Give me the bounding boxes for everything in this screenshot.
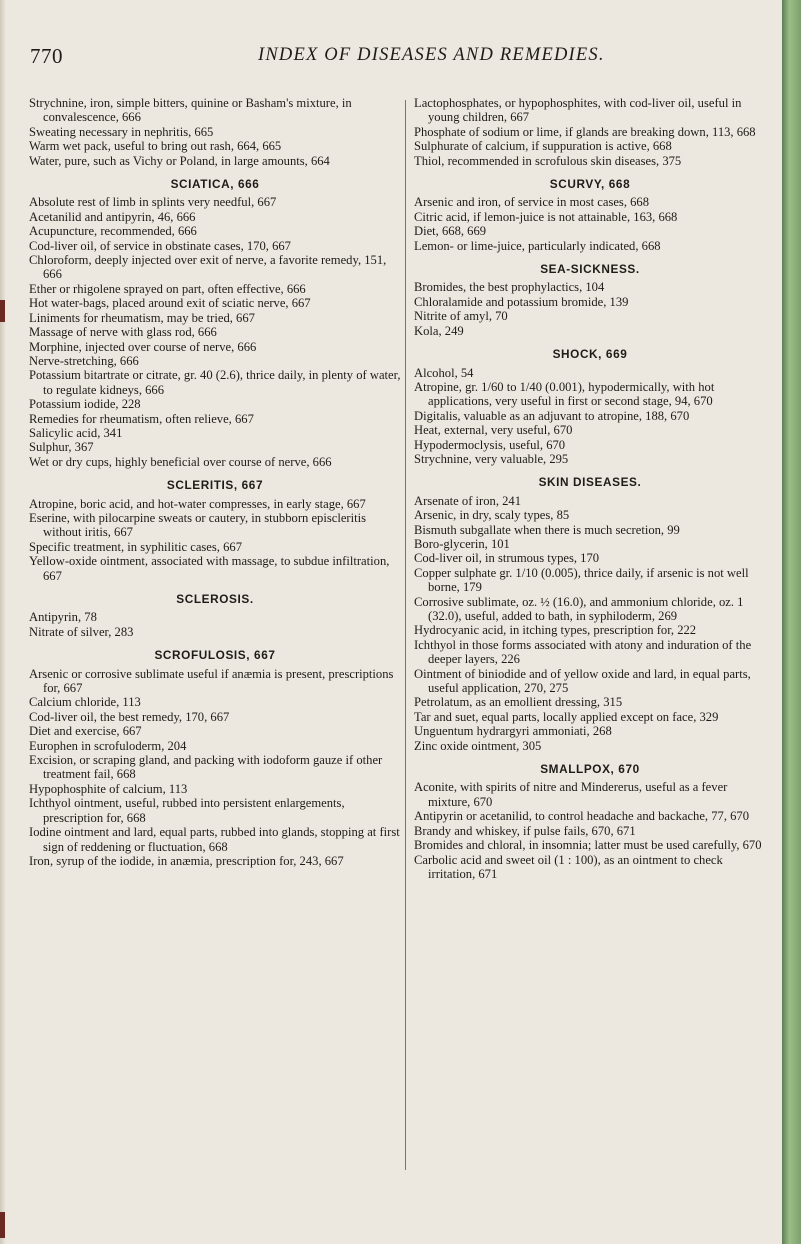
index-entry: Kola, 249 xyxy=(414,323,464,338)
index-entry: Corrosive sublimate, oz. ½ (16.0), and ammonium chloride, oz. 1 (32.0), useful, added to bath, in syphiloderm, 269 xyxy=(414,594,744,623)
index-entry: Atropine, boric acid, and hot-water compresses, in early stage, 667 xyxy=(29,496,366,511)
index-entry: Aconite, with spirits of nitre and Mindererus, useful as a fever mixture, 670 xyxy=(414,780,728,809)
index-entry: Carbolic acid and sweet oil (1 : 100), as an ointment to check irritation, 671 xyxy=(414,852,723,881)
index-entry: Lemon- or lime-juice, particularly indicated, 668 xyxy=(414,238,661,253)
column-divider xyxy=(405,100,406,1170)
section-heading: SCIATICA, 666 xyxy=(170,177,260,192)
index-entry: Lactophosphates, or hypophosphites, with cod-liver oil, useful in young children, 667 xyxy=(414,96,742,125)
index-entry: Ichthyol ointment, useful, rubbed into persistent enlargements, prescription for, 668 xyxy=(29,796,345,825)
index-entry: Massage of nerve with glass rod, 666 xyxy=(29,325,217,340)
section-heading: SKIN DISEASES. xyxy=(538,475,642,490)
index-entry: Sweating necessary in nephritis, 665 xyxy=(29,124,214,139)
section-heading: SEA-SICKNESS. xyxy=(540,262,640,277)
binding-mark xyxy=(0,300,5,322)
index-entry: Specific treatment, in syphilitic cases, 667 xyxy=(29,539,242,554)
index-entry: Arsenate of iron, 241 xyxy=(414,493,522,508)
index-entry: Digitalis, valuable as an adjuvant to atropine, 188, 670 xyxy=(414,408,690,423)
index-entry: Morphine, injected over course of nerve, 666 xyxy=(29,339,257,354)
index-entry: Chloralamide and potassium bromide, 139 xyxy=(414,294,629,309)
index-entry: Cod-liver oil, of service in obstinate cases, 170, 667 xyxy=(29,238,291,253)
index-entry: Wet or dry cups, highly beneficial over course of nerve, 666 xyxy=(29,454,332,469)
index-entry: Sulphurate of calcium, if suppuration is active, 668 xyxy=(414,139,672,154)
index-entry: Remedies for rheumatism, often relieve, 667 xyxy=(29,411,254,426)
index-entry: Ether or rhigolene sprayed on part, often effective, 666 xyxy=(29,281,306,296)
index-entry: Cod-liver oil, the best remedy, 170, 667 xyxy=(29,709,230,724)
index-column-left xyxy=(29,96,401,868)
page-header xyxy=(30,44,770,74)
index-entry: Bromides, the best prophylactics, 104 xyxy=(414,280,605,295)
index-entry: Iron, syrup of the iodide, in anæmia, prescription for, 243, 667 xyxy=(29,853,344,868)
index-entry: Antipyrin or acetanilid, to control headache and backache, 77, 670 xyxy=(414,809,750,824)
index-entry: Water, pure, such as Vichy or Poland, in large amounts, 664 xyxy=(29,153,330,168)
index-entry: Absolute rest of limb in splints very needful, 667 xyxy=(29,195,277,210)
page-edge-background xyxy=(782,0,801,1244)
index-entry: Potassium iodide, 228 xyxy=(29,397,141,412)
index-entry: Calcium chloride, 113 xyxy=(29,695,141,710)
index-entry: Nitrate of silver, 283 xyxy=(29,624,134,639)
index-entry: Diet, 668, 669 xyxy=(414,224,487,239)
index-entry: Heat, external, very useful, 670 xyxy=(414,423,573,438)
index-entry: Copper sulphate gr. 1/10 (0.005), thrice daily, if arsenic is not well borne, 179 xyxy=(414,565,749,595)
section-heading: SMALLPOX, 670 xyxy=(540,762,640,777)
index-entry: Europhen in scrofuloderm, 204 xyxy=(29,738,187,753)
index-entry: Potassium bitartrate or citrate, gr. 40 (2.6), thrice daily, in plenty of water, to regulate kidneys, 666 xyxy=(29,368,401,397)
index-entry: Tar and suet, equal parts, locally applied except on face, 329 xyxy=(414,709,719,724)
index-entry: Zinc oxide ointment, 305 xyxy=(414,738,542,753)
index-entry: Strychnine, very valuable, 295 xyxy=(414,451,569,466)
index-entry: Excision, or scraping gland, and packing with iodoform gauze if other treatment fail, 668 xyxy=(29,753,383,782)
index-entry: Hypophosphite of calcium, 113 xyxy=(29,781,188,796)
index-entry: Warm wet pack, useful to bring out rash, 664, 665 xyxy=(29,139,282,154)
index-entry: Boro-glycerin, 101 xyxy=(414,536,510,551)
page-number: 770 xyxy=(30,44,63,68)
index-entry: Hypodermoclysis, useful, 670 xyxy=(414,437,566,452)
section-heading: SCROFULOSIS, 667 xyxy=(154,648,276,663)
index-entry: Cod-liver oil, in strumous types, 170 xyxy=(414,551,600,566)
index-entry: Hot water-bags, placed around exit of sciatic nerve, 667 xyxy=(29,296,311,311)
index-entry: Hydrocyanic acid, in itching types, prescription for, 222 xyxy=(414,623,697,638)
index-entry: Strychnine, iron, simple bitters, quinine or Basham's mixture, in convalescence, 666 xyxy=(29,96,352,125)
index-entry: Bromides and chloral, in insomnia; latter must be used carefully, 670 xyxy=(414,838,762,853)
index-entry: Sulphur, 367 xyxy=(29,440,94,455)
index-entry: Eserine, with pilocarpine sweats or cautery, in stubborn episcleritis without iritis, 667 xyxy=(29,510,367,540)
index-entry: Nerve-stretching, 666 xyxy=(29,353,139,368)
index-entry: Yellow-oxide ointment, associated with massage, to subdue infiltration, 667 xyxy=(29,554,390,583)
section-heading: SCURVY, 668 xyxy=(549,177,631,192)
index-entry: Brandy and whiskey, if pulse fails, 670, 671 xyxy=(414,823,636,838)
index-entry: Bismuth subgallate when there is much secretion, 99 xyxy=(414,522,680,537)
index-entry: Alcohol, 54 xyxy=(414,365,474,380)
index-entry: Nitrite of amyl, 70 xyxy=(414,309,508,324)
section-heading: SHOCK, 669 xyxy=(552,347,628,362)
index-entry: Iodine ointment and lard, equal parts, rubbed into glands, stopping at first sign of reddening or fluctuation, 668 xyxy=(29,825,400,854)
index-entry: Chloroform, deeply injected over exit of nerve, a favorite remedy, 151, 666 xyxy=(29,253,387,282)
index-entry: Liniments for rheumatism, may be tried, 667 xyxy=(29,310,255,325)
index-entry: Phosphate of sodium or lime, if glands are breaking down, 113, 668 xyxy=(414,124,756,139)
index-entry: Petrolatum, as an emollient dressing, 315 xyxy=(414,695,623,710)
index-entry: Atropine, gr. 1/60 to 1/40 (0.001), hypodermically, with hot applications, very useful in first or second stage, 94, 670 xyxy=(414,379,715,409)
index-entry: Acetanilid and antipyrin, 46, 666 xyxy=(29,209,196,224)
index-entry: Arsenic or corrosive sublimate useful if anæmia is present, prescriptions for, 667 xyxy=(29,666,394,696)
index-entry: Acupuncture, recommended, 666 xyxy=(29,224,197,239)
index-entry: Diet and exercise, 667 xyxy=(29,724,142,739)
index-entry: Thiol, recommended in scrofulous skin diseases, 375 xyxy=(414,153,682,168)
section-heading: SCLERITIS, 667 xyxy=(166,478,264,493)
binding-mark xyxy=(0,1212,5,1238)
index-entry: Citric acid, if lemon-juice is not attainable, 163, 668 xyxy=(414,209,678,224)
index-entry: Antipyrin, 78 xyxy=(29,610,97,625)
running-title: INDEX OF DISEASES AND REMEDIES. xyxy=(258,45,605,65)
index-entry: Salicylic acid, 341 xyxy=(29,425,123,440)
index-entry: Ointment of biniodide and of yellow oxide and lard, in equal parts, useful application, 270, 275 xyxy=(414,666,751,696)
page-gutter-shadow xyxy=(0,0,6,1244)
section-heading: SCLEROSIS. xyxy=(176,592,254,606)
index-column-right xyxy=(414,96,766,881)
index-entry: Arsenic, in dry, scaly types, 85 xyxy=(414,508,570,523)
index-entry: Ichthyol in those forms associated with atony and induration of the deeper layers, 226 xyxy=(414,637,752,667)
index-entry: Unguentum hydrargyri ammoniati, 268 xyxy=(414,724,612,739)
index-entry: Arsenic and iron, of service in most cases, 668 xyxy=(414,195,650,210)
